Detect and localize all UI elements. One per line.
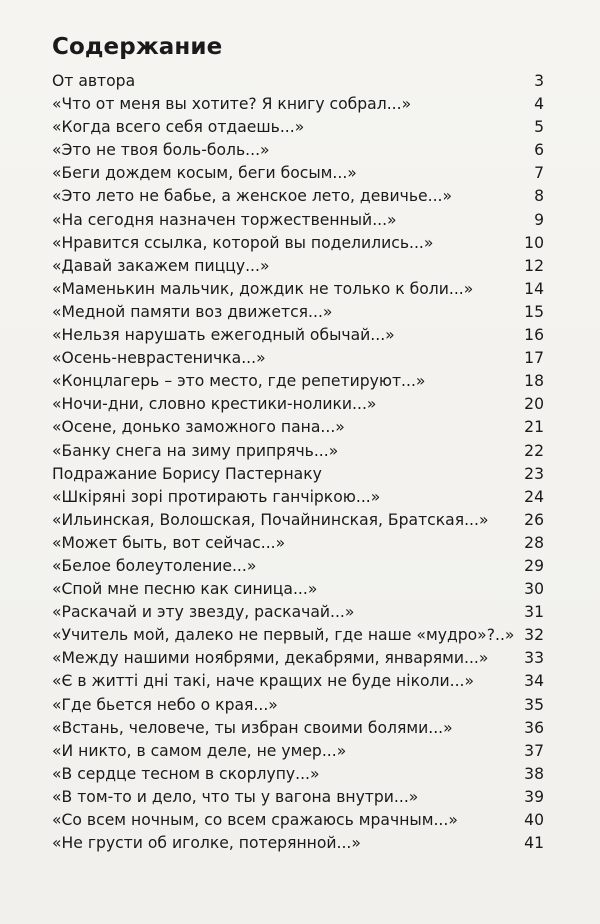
- toc-entry: [52, 116, 544, 139]
- toc-entry-page: 33: [524, 649, 544, 668]
- toc-entry-title: «Где бьется небо о края...»: [52, 695, 278, 714]
- toc-entry-title: «Концлагерь – это место, где репетируют...»: [52, 372, 426, 391]
- toc-entry-page: 9: [534, 210, 544, 229]
- toc-entry-title: «В том-то и дело, что ты у вагона внутри...»: [52, 787, 419, 806]
- toc-entry-title: «Нравится ссылка, которой вы поделились...»: [52, 233, 434, 252]
- toc-entry-title: «Встань, человече, ты избран своими болями...»: [52, 718, 453, 737]
- page-title: Содержание: [52, 34, 223, 60]
- toc-entry-title: «Что от меня вы хотите? Я книгу собрал...»: [52, 95, 412, 114]
- toc-entry-title: «Осень-неврастеничка...»: [52, 349, 266, 368]
- toc-entry-title: «В сердце тесном в скорлупу...»: [52, 764, 320, 783]
- toc-entry: [52, 162, 544, 185]
- toc-entry-title: «Когда всего себя отдаешь...»: [52, 118, 305, 137]
- toc-entry-page: 6: [534, 141, 544, 160]
- toc-entry: [52, 393, 544, 416]
- toc-entry: [52, 578, 544, 601]
- toc-entry: [52, 809, 544, 832]
- toc-entry-page: 8: [534, 187, 544, 206]
- toc-entry-page: 4: [534, 95, 544, 114]
- toc-entry: [52, 601, 544, 624]
- toc-entry-title: «На сегодня назначен торжественный...»: [52, 210, 397, 229]
- toc-entry-title: «Банку снега на зиму припрячь...»: [52, 441, 339, 460]
- toc-entry-page: 20: [524, 395, 544, 414]
- toc-entry-title: «Медной памяти воз движется...»: [52, 302, 333, 321]
- toc-entry: [52, 93, 544, 116]
- toc-entry-title: «Белое болеутоление...»: [52, 556, 257, 575]
- toc-entry: [52, 440, 544, 463]
- toc-entry-title: «Может быть, вот сейчас...»: [52, 533, 286, 552]
- toc-entry: [52, 255, 544, 278]
- toc-entry: [52, 232, 544, 255]
- toc-entry-title: «Осене, донько заможного пана...»: [52, 418, 345, 437]
- toc-entry-title: «Є в житті дні такі, наче кращих не буде ніколи...»: [52, 672, 475, 691]
- toc-entry-page: 24: [524, 487, 544, 506]
- toc-entry-title: «Спой мне песню как синица...»: [52, 580, 318, 599]
- toc-entry: [52, 209, 544, 232]
- toc-entry-page: 41: [524, 834, 544, 853]
- toc-entry-page: 32: [524, 626, 544, 645]
- toc-entry-page: 38: [524, 764, 544, 783]
- toc-entry: [52, 740, 544, 763]
- toc-entry-page: 5: [534, 118, 544, 137]
- toc-entry-title: «Учитель мой, далеко не первый, где наше «мудро»?..»: [52, 626, 515, 645]
- toc-entry: [52, 486, 544, 509]
- toc-entry-title: «Раскачай и эту звезду, раскачай...»: [52, 603, 355, 622]
- toc-entry-page: 18: [524, 372, 544, 391]
- toc-entry-title: «Со всем ночным, со всем сражаюсь мрачным...»: [52, 811, 458, 829]
- toc-entry: [52, 509, 544, 532]
- toc-entry-page: 35: [524, 695, 544, 714]
- toc-entry: [52, 347, 544, 370]
- toc-entry-page: 36: [524, 718, 544, 737]
- toc-entry-title: Подражание Борису Пастернаку: [52, 464, 322, 483]
- toc-entry: [52, 694, 544, 717]
- toc-entry-title: «Это лето не бабье, а женское лето, девичье...»: [52, 187, 453, 206]
- toc-entry-title: «Ильинская, Волошская, Почайнинская, Братская...»: [52, 510, 489, 529]
- toc-entry: [52, 647, 544, 670]
- toc-entry: [52, 139, 544, 162]
- toc-entry-title: «Это не твоя боль-боль...»: [52, 141, 270, 160]
- toc-entry-page: 28: [524, 533, 544, 552]
- toc-entry-page: 34: [524, 672, 544, 691]
- toc-entry-page: 23: [524, 464, 544, 483]
- toc-entry-page: 3: [534, 72, 544, 90]
- toc-entry: [52, 185, 544, 208]
- toc-entry-title: «Беги дождем косым, беги босым...»: [52, 164, 357, 183]
- toc-entry-page: 12: [524, 256, 544, 275]
- toc-entry: [52, 370, 544, 393]
- toc-entry-title: «Шкіряні зорі протирають ганчіркою...»: [52, 487, 381, 506]
- toc-entry-title: «Нельзя нарушать ежегодный обычай...»: [52, 326, 395, 345]
- toc-entry: [52, 763, 544, 786]
- toc-entry-page: 29: [524, 556, 544, 575]
- toc-entry-page: 30: [524, 580, 544, 599]
- toc-entry-title: «Маменькин мальчик, дождик не только к боли...»: [52, 279, 474, 298]
- toc-entry: [52, 786, 544, 809]
- toc-entry-title: «Не грусти об иголке, потерянной...»: [52, 834, 361, 853]
- toc-entry-title: «Между нашими ноябрями, декабрями, январями...»: [52, 649, 489, 668]
- toc-entry-page: 15: [524, 302, 544, 321]
- toc-entry-title: «Давай закажем пиццу...»: [52, 256, 270, 275]
- toc-entry: [52, 301, 544, 324]
- toc-entry: [52, 670, 544, 693]
- toc-entry-page: 16: [524, 326, 544, 345]
- toc-entry-title: «И никто, в самом деле, не умер...»: [52, 741, 347, 760]
- toc-entry: [52, 717, 544, 740]
- toc-entry: [52, 532, 544, 555]
- toc-entry-page: 22: [524, 441, 544, 460]
- toc-entry-page: 31: [524, 603, 544, 622]
- toc-entry: [52, 70, 544, 93]
- toc-entry-title: «Ночи-дни, словно крестики-нолики...»: [52, 395, 377, 414]
- toc-entry-title: От автора: [52, 72, 136, 90]
- toc-entry-page: 40: [524, 811, 544, 829]
- toc-entry: [52, 624, 544, 647]
- toc-entry-page: 21: [524, 418, 544, 437]
- toc-entry-page: 14: [524, 279, 544, 298]
- toc-entry: [52, 278, 544, 301]
- toc-entry-page: 10: [524, 233, 544, 252]
- toc-entry-page: 7: [534, 164, 544, 183]
- toc-entry: [52, 463, 544, 486]
- toc-entry-page: 39: [524, 787, 544, 806]
- toc-entry-page: 17: [524, 349, 544, 368]
- toc-entry: [52, 324, 544, 347]
- table-of-contents: [52, 70, 544, 855]
- toc-entry-page: 26: [524, 510, 544, 529]
- toc-entry: [52, 832, 544, 855]
- toc-entry: [52, 416, 544, 439]
- toc-entry: [52, 555, 544, 578]
- toc-entry-page: 37: [524, 741, 544, 760]
